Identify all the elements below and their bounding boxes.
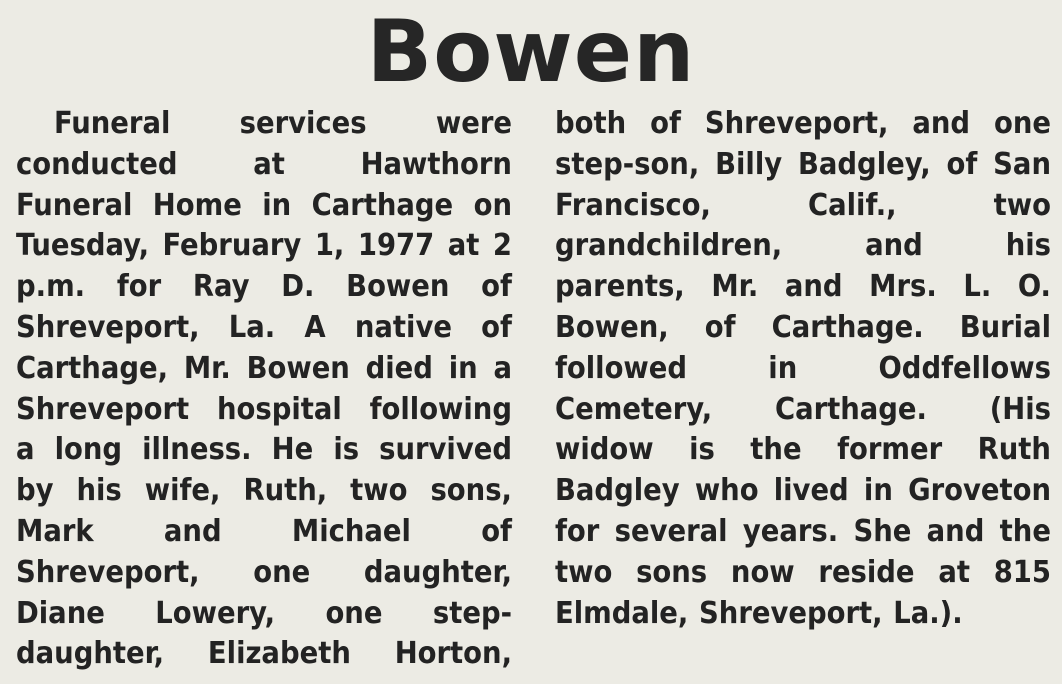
word: the xyxy=(750,432,802,468)
text-line xyxy=(16,512,512,553)
text-line xyxy=(555,104,1051,145)
word: Tuesday, xyxy=(16,228,150,264)
word: Elizabeth xyxy=(207,636,351,672)
word: and xyxy=(912,106,971,141)
word: following xyxy=(369,391,512,427)
word: Francisco, xyxy=(555,187,711,223)
word: Ruth xyxy=(977,432,1051,468)
word: Oddfellows xyxy=(878,350,1051,386)
word: step-son, xyxy=(555,146,700,182)
word: a xyxy=(493,350,512,386)
word: February xyxy=(162,228,302,264)
word: She xyxy=(853,513,912,549)
word: sons xyxy=(636,554,708,590)
word: of xyxy=(946,146,978,182)
word: years. xyxy=(742,513,839,549)
word: now xyxy=(730,554,795,590)
word: Shreveport xyxy=(16,391,190,427)
word: Shreveport, xyxy=(16,309,200,345)
word: Badgley, xyxy=(797,146,931,182)
word: one xyxy=(325,595,383,631)
text-line xyxy=(555,226,1051,267)
word: and xyxy=(926,513,985,549)
text-line xyxy=(555,186,1051,227)
word: in xyxy=(262,187,292,223)
word: services xyxy=(239,106,367,141)
word: of xyxy=(481,513,512,549)
word: 1, xyxy=(314,228,345,264)
word: He xyxy=(271,432,314,468)
word: who xyxy=(694,473,759,509)
word: Bowen, xyxy=(555,309,669,345)
word: in xyxy=(448,350,478,386)
word: in xyxy=(768,350,798,386)
text-line xyxy=(16,471,512,512)
word: of xyxy=(481,309,512,345)
word: Cemetery, xyxy=(555,391,713,427)
text-line xyxy=(16,390,512,431)
word: died xyxy=(365,350,433,386)
word: daughter, xyxy=(16,636,165,672)
word: daughter, xyxy=(363,554,512,590)
word: Mark xyxy=(16,513,94,549)
word: Michael xyxy=(291,513,411,549)
word: one xyxy=(993,106,1051,141)
text-line xyxy=(16,226,512,267)
word: the xyxy=(999,513,1051,549)
text-line xyxy=(555,594,1051,635)
word: Carthage xyxy=(311,187,454,223)
word: 815 xyxy=(993,554,1051,590)
article-column-left xyxy=(16,104,512,675)
word: lived xyxy=(773,473,849,509)
word: for xyxy=(116,269,162,305)
word: and xyxy=(163,513,222,549)
text-line xyxy=(555,390,1051,431)
text-line xyxy=(16,186,512,227)
word: 1977 xyxy=(357,228,435,264)
word: on xyxy=(473,187,512,223)
word: Ruth, xyxy=(243,473,328,509)
word: step- xyxy=(432,595,512,631)
text-line xyxy=(16,145,512,186)
word: A xyxy=(304,309,326,345)
word: is xyxy=(689,432,715,468)
word: at xyxy=(253,146,285,182)
text-line xyxy=(16,349,512,390)
word: Carthage. xyxy=(771,309,924,345)
word: of xyxy=(481,269,512,305)
word: two xyxy=(555,554,613,590)
article-column-right xyxy=(555,104,1051,634)
word: Mrs. xyxy=(869,269,937,305)
word: Billy xyxy=(715,146,783,182)
word: two xyxy=(993,187,1051,223)
word: Lowery, xyxy=(155,595,276,631)
word: widow xyxy=(555,432,654,468)
word: D. xyxy=(281,269,315,305)
word: Calif., xyxy=(808,187,897,223)
word: his xyxy=(1005,228,1051,264)
word: Carthage. xyxy=(774,391,927,427)
word: were xyxy=(435,106,512,141)
word: one xyxy=(253,554,311,590)
word: and xyxy=(865,228,923,264)
word: followed xyxy=(555,350,688,386)
word: Mr. xyxy=(183,350,231,386)
text-line xyxy=(555,349,1051,390)
word: hospital xyxy=(216,391,342,427)
headline: Bowen xyxy=(366,2,696,102)
text-line xyxy=(16,553,512,594)
word: 2 xyxy=(492,228,512,264)
word: O. xyxy=(1017,269,1051,305)
word: Horton, xyxy=(394,636,512,672)
word: and xyxy=(784,269,843,305)
word: two xyxy=(350,473,408,509)
word: Mr. xyxy=(711,269,759,305)
text-line xyxy=(555,553,1051,594)
word: La. xyxy=(228,309,276,345)
word: parents, xyxy=(555,269,685,305)
word: Carthage, xyxy=(16,350,169,386)
word: at xyxy=(447,228,480,264)
text-line xyxy=(555,430,1051,471)
word: Diane xyxy=(16,595,105,631)
word: Shreveport, xyxy=(16,554,200,590)
word: La.). xyxy=(893,595,963,631)
text-line xyxy=(555,512,1051,553)
word: both xyxy=(555,106,627,141)
word: San xyxy=(993,146,1051,182)
word: of xyxy=(650,106,681,141)
text-line xyxy=(16,104,512,145)
word: Bowen xyxy=(346,269,450,305)
word: in xyxy=(863,473,893,509)
word: a xyxy=(16,432,35,468)
word: conducted xyxy=(16,146,178,182)
word: Shreveport, xyxy=(704,106,889,141)
word: Badgley xyxy=(555,473,680,509)
word: Shreveport, xyxy=(699,595,883,631)
word: (His xyxy=(989,391,1051,427)
word: sons, xyxy=(430,473,512,509)
word: Elmdale, xyxy=(555,595,689,631)
word: Funeral xyxy=(54,106,171,141)
text-line xyxy=(555,471,1051,512)
word: native xyxy=(354,309,452,345)
word: Home xyxy=(152,187,242,223)
word: former xyxy=(837,432,943,468)
text-line xyxy=(555,308,1051,349)
text-line xyxy=(16,308,512,349)
word: illness. xyxy=(142,432,252,468)
text-line xyxy=(16,634,512,675)
word: Ray xyxy=(192,269,250,305)
text-line xyxy=(555,267,1051,308)
word: Groveton xyxy=(908,473,1051,509)
word: is xyxy=(333,432,360,468)
text-line xyxy=(16,430,512,471)
text-line xyxy=(16,594,512,635)
word: his xyxy=(76,473,122,509)
word: several xyxy=(614,513,728,549)
word: survived xyxy=(379,432,512,468)
word: p.m. xyxy=(16,269,86,305)
word: at xyxy=(938,554,970,590)
word: Funeral xyxy=(16,187,133,223)
word: L. xyxy=(963,269,992,305)
word: long xyxy=(54,432,123,468)
text-line xyxy=(555,145,1051,186)
word: Hawthorn xyxy=(360,146,512,182)
word: wife, xyxy=(144,473,221,509)
word: by xyxy=(16,473,54,509)
word: reside xyxy=(818,554,915,590)
word: Burial xyxy=(959,309,1051,345)
word: of xyxy=(704,309,736,345)
word: grandchildren, xyxy=(555,228,783,264)
word: for xyxy=(555,513,600,549)
word: Bowen xyxy=(246,350,350,386)
text-line xyxy=(16,267,512,308)
